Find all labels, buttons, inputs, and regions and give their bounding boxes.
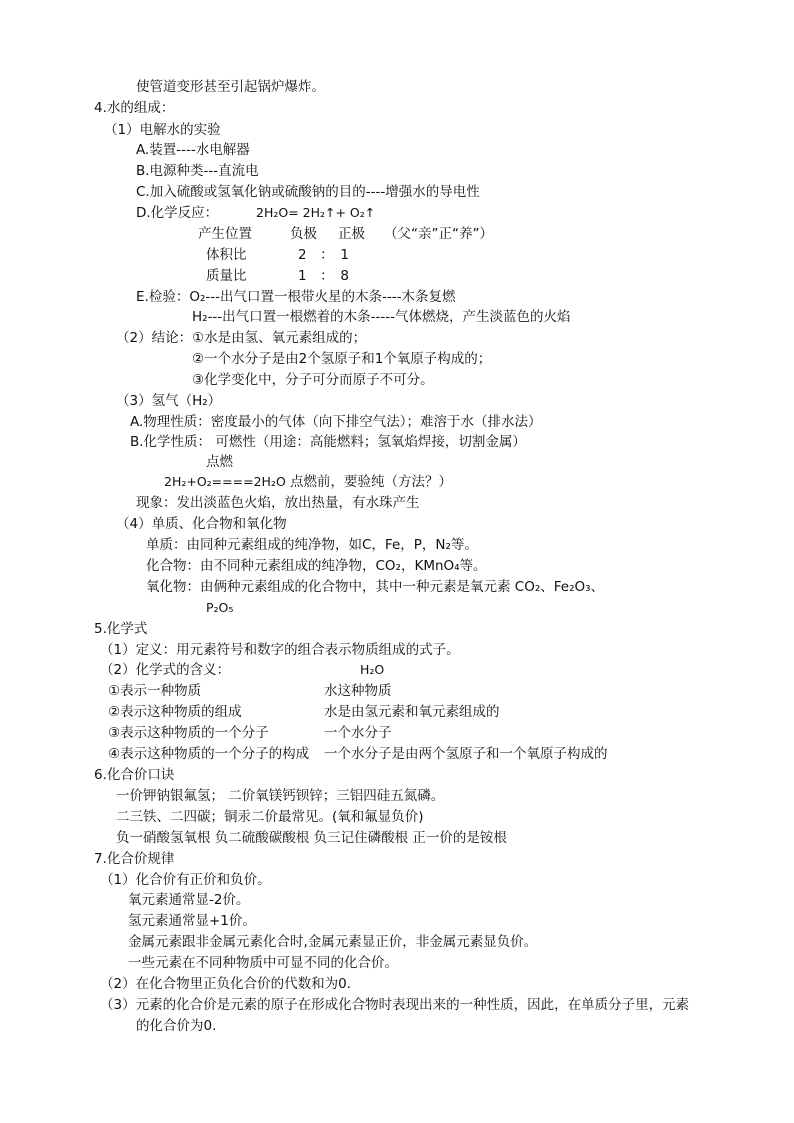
text-line: （1）化合价有正价和负价。 (100, 872, 271, 888)
text-line: （2）化学式的含义： (100, 662, 231, 678)
text-line: 化合物：由不同种元素组成的纯净物，CO₂，KMnO₄等。 (146, 558, 487, 574)
text-line: 现象：发出淡蓝色火焰，放出热量，有水珠产生 (136, 495, 420, 511)
text-line: E.检验：O₂---出气口置一根带火星的木条----木条复燃 (136, 289, 456, 305)
subheading: （4）单质、化合物和氧化物 (116, 516, 287, 532)
text-line: 氧化物：由俩种元素组成的化合物中，其中一种元素是氧元素 CO₂、Fe₂O₃、 (146, 579, 605, 595)
table-row-values: 2 ： 1 (298, 247, 349, 263)
text-line: 一价钾钠银氟氢； 二价氧镁钙钡锌；三铝四硅五氮磷。 (116, 788, 445, 804)
text-line: B.电源种类---直流电 (136, 163, 259, 179)
text-line: ②一个水分子是由2个氢原子和1个氧原子构成的； (192, 351, 492, 367)
meaning-right: 一个水分子 (324, 725, 392, 741)
text-line: （3）元素的化合价是元素的原子在形成化合物时表现出来的一种性质，因此，在单质分子里，元素 (100, 997, 690, 1013)
section-title: 4.水的组成： (94, 100, 175, 116)
subheading: （3）氢气（H₂） (116, 393, 222, 409)
reaction-condition: 点燃 (206, 454, 233, 470)
table-row-label: 质量比 (206, 268, 247, 284)
text-line: （2）在化合物里正负化合价的代数和为0. (100, 976, 351, 992)
meaning-right: 一个水分子是由两个氢原子和一个氧原子构成的 (324, 746, 608, 762)
text-line: 二三铁、二四碳；铜汞二价最常见。(氧和氟显负价) (116, 809, 424, 825)
meaning-right: 水是由氢元素和氧元素组成的 (324, 704, 500, 720)
equation: 2H₂O= 2H₂↑+ O₂↑ (256, 205, 376, 220)
section-title: 6.化合价口诀 (94, 767, 175, 783)
meaning-left: ①表示一种物质 (108, 683, 202, 699)
table-row-label: 体积比 (206, 247, 247, 263)
text-line: 点燃前，要验纯（方法？） (290, 474, 452, 490)
subheading: （1）电解水的实验 (104, 122, 221, 138)
text-line: （1）定义：用元素符号和数字的组合表示物质组成的式子。 (100, 642, 460, 658)
meaning-left: ③表示这种物质的一个分子 (108, 725, 269, 741)
meaning-left: ②表示这种物质的组成 (108, 704, 242, 720)
subheading: （2）结论： (116, 330, 193, 346)
text-line: 氧元素通常显-2价。 (128, 892, 250, 908)
text-line: 一些元素在不同种物质中可显不同的化合价。 (128, 955, 398, 971)
text-line: 单质：由同种元素组成的纯净物，如C，Fe，P，N₂等。 (146, 537, 478, 553)
text-line: ③化学变化中，分子可分而原子不可分。 (192, 372, 434, 388)
text-line: P₂O₅ (206, 600, 234, 615)
section-title: 7.化合价规律 (94, 851, 175, 867)
text-line: 使管道变形甚至引起锅炉爆炸。 (136, 79, 325, 95)
meaning-right: 水这种物质 (324, 683, 392, 699)
equation: 2H₂+O₂====2H₂O (164, 474, 286, 489)
text-line: A.物理性质：密度最小的气体（向下排空气法）；难溶于水（排水法） (130, 414, 542, 430)
text-line: A.装置----水电解器 (136, 142, 250, 158)
table-header: 负极 (290, 226, 317, 242)
formula: H₂O (360, 662, 385, 677)
text-line: B.化学性质： 可燃性（用途：高能燃料；氢氧焰焊接，切割金属） (130, 434, 526, 450)
meaning-left: ④表示这种物质的一个分子的构成 (108, 746, 310, 762)
table-header: （父“亲”正“养”） (384, 226, 493, 242)
text-line: 金属元素跟非金属元素化合时,金属元素显正价，非金属元素显负价。 (128, 934, 538, 950)
text-line: 氢元素通常显+1价。 (128, 913, 256, 929)
text-line: 的化合价为0. (136, 1018, 217, 1034)
text-line: D.化学反应： (136, 205, 219, 221)
text-line: ①水是由氢、氧元素组成的； (192, 330, 367, 346)
text-line: 负一硝酸氢氧根 负二硫酸碳酸根 负三记住磷酸根 正一价的是铵根 (116, 830, 507, 846)
section-title: 5.化学式 (94, 621, 148, 637)
text-line: C.加入硫酸或氢氧化钠或硫酸钠的目的----增强水的导电性 (136, 184, 480, 200)
table-row-values: 1 ： 8 (298, 268, 349, 284)
text-line: H₂---出气口置一根燃着的木条-----气体燃烧，产生淡蓝色的火焰 (192, 309, 571, 325)
table-header: 产生位置 (198, 226, 252, 242)
table-header: 正极 (338, 226, 365, 242)
